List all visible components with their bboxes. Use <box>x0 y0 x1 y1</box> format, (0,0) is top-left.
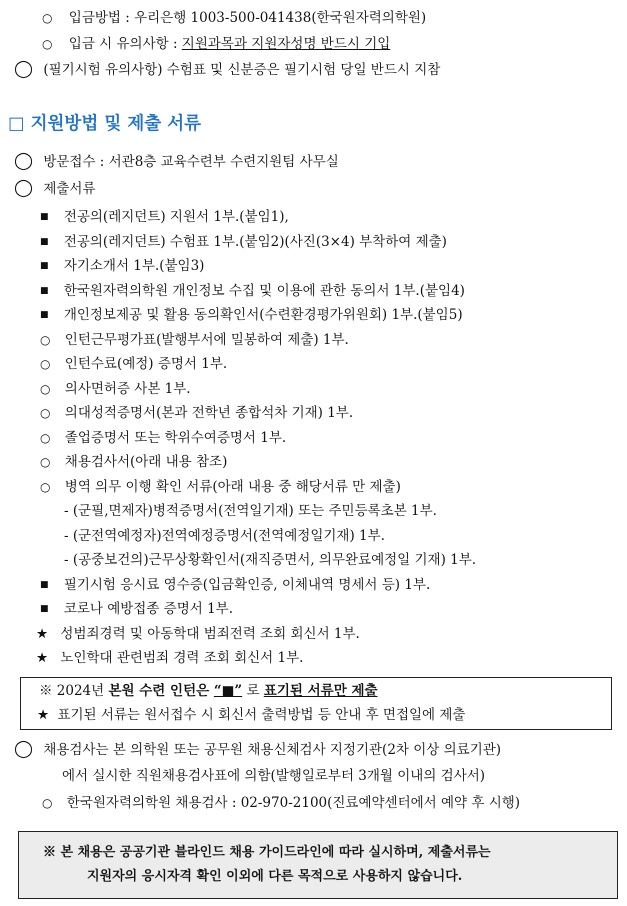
circle-bullet-icon: ○ <box>42 11 53 25</box>
list-item <box>40 330 349 350</box>
circle-bullet-icon: ○ <box>40 406 51 420</box>
docs-title-line <box>14 178 96 199</box>
list-item-text: 코로나 예방접종 증명서 1부. <box>63 601 234 617</box>
intern-notice-line2 <box>37 705 465 725</box>
list-item <box>40 575 430 595</box>
list-item <box>40 354 227 374</box>
square-bullet-icon: ■ <box>40 237 49 247</box>
star-bullet-icon: ★ <box>36 650 49 666</box>
payment-method-text: 입금방법 : 우리은행 1003-500-041438(한국원자력의학원) <box>68 10 427 26</box>
health-check-text1: 채용검사는 본 의학원 또는 공무원 채용신체검사 지정기관(2차 이상 의료기관) <box>43 742 502 758</box>
list-item <box>40 256 204 276</box>
payment-note-label: 입금 시 유의사항 : <box>68 36 182 52</box>
list-subitem: - (군필,면제자)병적증명서(전역일기재) 또는 주민등록초본 1부. <box>64 503 437 519</box>
list-item <box>40 232 447 252</box>
intern-notice-mid: 로 <box>242 683 264 699</box>
payment-method-line <box>42 8 426 28</box>
health-check-text3: 한국원자력의학원 채용검사 : 02-970-2100(진료예약센터에서 예약 후 시행) <box>66 795 521 811</box>
intern-notice-text2: 표기된 서류는 원서접수 시 회신서 출력방법 등 안내 후 면접일에 제출 <box>57 707 466 723</box>
list-item <box>40 452 227 472</box>
square-bullet-icon: ■ <box>40 604 49 614</box>
list-item-text: 병역 의무 이행 확인 서류(아래 내용 중 해당서류 만 제출) <box>64 479 401 495</box>
large-circle-bullet-icon: ◯ <box>14 59 34 79</box>
large-circle-bullet-icon: ◯ <box>14 739 34 759</box>
visit-line <box>14 151 339 172</box>
list-item <box>36 648 303 668</box>
circle-bullet-icon: ○ <box>40 431 51 445</box>
star-bullet-icon: ★ <box>37 707 50 723</box>
list-item-text: 인턴근무평가표(발행부서에 밀봉하여 제출) 1부. <box>64 332 349 348</box>
list-item <box>40 599 233 619</box>
intern-notice-underlined: 표기된 서류만 제출 <box>263 683 378 699</box>
intern-notice-box <box>20 677 612 730</box>
health-check-line1 <box>14 739 501 760</box>
circle-bullet-icon: ○ <box>40 357 51 371</box>
list-item <box>40 207 289 227</box>
blind-hiring-notice-line1: ※ 본 채용은 공공기관 블라인드 채용 가이드라인에 따라 실시하며, 제출서류는 <box>43 845 491 860</box>
list-item <box>40 477 401 497</box>
large-circle-bullet-icon: ◯ <box>14 178 34 198</box>
list-item-text: 의대성적증명서(본과 전학년 종합석차 기재) 1부. <box>64 405 354 421</box>
list-item-text: 전공의(레지던트) 수험표 1부.(붙임2)(사진(3×4) 부착하여 제출) <box>63 234 447 250</box>
list-item <box>40 403 353 423</box>
health-check-text2: 에서 실시한 직원채용검사표에 의함(발행일로부터 3개월 이내의 검사서) <box>62 768 486 784</box>
written-exam-note-line <box>14 59 440 80</box>
square-bullet-icon: ■ <box>40 310 49 320</box>
square-bullet-icon: ■ <box>40 286 49 296</box>
list-item-text: 졸업증명서 또는 학위수여증명서 1부. <box>64 430 287 446</box>
blind-hiring-notice-box <box>18 831 618 899</box>
visit-text: 방문접수 : 서관8층 교육수련부 수련지원팀 사무실 <box>43 154 339 170</box>
payment-note-text: 지원과목과 지원자성명 반드시 기입 <box>181 36 391 52</box>
list-subitem: - (군전역예정자)전역예정증명서(전역예정일기재) 1부. <box>64 528 385 544</box>
list-item-text: 노인학대 관련범죄 경력 조회 회신서 1부. <box>60 650 304 666</box>
list-item <box>36 624 360 644</box>
square-bullet-icon: ■ <box>40 261 49 271</box>
intern-notice-year: 2024년 <box>52 683 109 699</box>
list-item-text: 채용검사서(아래 내용 참조) <box>64 454 228 470</box>
intern-notice-quoted-mark: “■” <box>213 683 243 699</box>
square-bullet-icon: ■ <box>40 580 49 590</box>
written-exam-note-text: (필기시험 유의사항) 수험표 및 신분증은 필기시험 당일 반드시 지참 <box>43 62 441 78</box>
list-item-text: 전공의(레지던트) 지원서 1부.(붙임1), <box>63 209 289 225</box>
intern-notice-line1 <box>39 681 378 701</box>
list-item-text: 자기소개서 1부.(붙임3) <box>63 258 205 274</box>
list-item-text: 개인정보제공 및 활용 동의확인서(수련환경평가위원회) 1부.(붙임5) <box>63 307 463 323</box>
reference-mark-icon: ※ <box>39 683 53 699</box>
list-item <box>40 305 463 325</box>
blind-hiring-notice-line2: 지원자의 응시자격 확인 이외에 다른 목적으로 사용하지 않습니다. <box>87 869 463 884</box>
list-item-text: 한국원자력의학원 개인정보 수집 및 이용에 관한 동의서 1부.(붙임4) <box>63 283 465 299</box>
circle-bullet-icon: ○ <box>40 382 51 396</box>
large-circle-bullet-icon: ◯ <box>14 151 34 171</box>
list-item-text: 의사면허증 사본 1부. <box>64 381 191 397</box>
circle-bullet-icon: ○ <box>40 333 51 347</box>
circle-bullet-icon: ○ <box>40 480 51 494</box>
list-subitem: - (공중보건의)근무상황확인서(재직증면서, 의무완료예정일 기재) 1부. <box>64 552 477 568</box>
square-bullet-icon: ■ <box>40 212 49 222</box>
circle-bullet-icon: ○ <box>42 796 53 810</box>
docs-title: 제출서류 <box>43 181 96 197</box>
list-item <box>40 281 465 301</box>
health-check-line3 <box>42 793 520 813</box>
section-title: □ 지원방법 및 제출 서류 <box>8 114 202 134</box>
circle-bullet-icon: ○ <box>42 37 53 51</box>
list-item-text: 성범죄경력 및 아동학대 범죄전력 조회 회신서 1부. <box>60 626 360 642</box>
list-item <box>40 379 191 399</box>
list-item-text: 필기시험 응시료 영수증(입금확인증, 이체내역 명세서 등) 1부. <box>63 577 431 593</box>
list-item <box>40 428 286 448</box>
list-item-text: 인턴수료(예정) 증명서 1부. <box>64 356 228 372</box>
intern-notice-bold: 본원 수련 인턴은 <box>108 683 214 699</box>
circle-bullet-icon: ○ <box>40 455 51 469</box>
star-bullet-icon: ★ <box>36 626 49 642</box>
payment-note-line <box>42 34 390 54</box>
